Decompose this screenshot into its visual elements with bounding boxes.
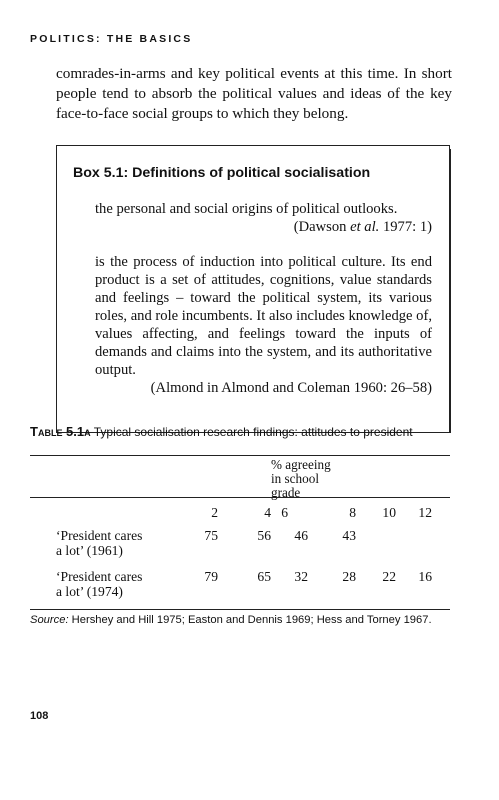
- table-cell: 32: [294, 569, 308, 584]
- source-text: Hershey and Hill 1975; Easton and Dennis 1969; Hess and Torney 1967.: [68, 614, 432, 626]
- table-cell: 22: [382, 569, 396, 584]
- running-head: POLITICS: THE BASICS: [30, 33, 193, 45]
- definition-2: [95, 253, 432, 397]
- table-header-rule: [30, 497, 450, 498]
- table-source: [30, 614, 432, 626]
- definition-1: [95, 200, 432, 236]
- column-header-line-1: % agreeing: [271, 457, 331, 472]
- definition-2-citation: (Almond in Almond and Coleman 1960: 26–58): [150, 380, 432, 396]
- table-cell: 16: [418, 569, 432, 584]
- table-top-rule: [30, 455, 450, 456]
- definition-1-citation: [95, 218, 432, 236]
- citation-1-year: 1977: 1): [379, 219, 432, 235]
- grade-cell: 6: [281, 505, 288, 520]
- page-number: 108: [30, 710, 49, 722]
- column-header: [271, 458, 361, 500]
- row-label: [56, 569, 142, 599]
- definition-1-text: the personal and social origins of political outlooks.: [95, 201, 398, 217]
- row-label-line: a lot’ (1974): [56, 584, 123, 599]
- table-caption: [30, 424, 413, 439]
- table-cell: 75: [204, 528, 218, 543]
- definition-2-text: is the process of induction into political culture. Its end product is a set of attitudes, cognitions, value standards and feelings – toward the political system, its various roles, and role incumbents. It also includes knowledge of, values affecting, and feelings toward the inputs of demands and claims into the system, and its authoritative output.: [95, 254, 432, 378]
- grade-cell: 12: [418, 505, 432, 520]
- table-label: Table 5.1a: [30, 424, 91, 439]
- row-label-line: ‘President cares: [56, 569, 143, 584]
- row-label-line: ‘President cares: [56, 528, 143, 543]
- grade-cell: 10: [382, 505, 396, 520]
- citation-1-authors: (Dawson: [293, 219, 351, 235]
- box-shadow: [449, 149, 451, 433]
- grade-cell: 8: [349, 505, 356, 520]
- column-header-line-3: grade: [271, 485, 301, 500]
- table-cell: 43: [342, 528, 356, 543]
- table-caption-text: Typical socialisation research findings: attitudes to president: [93, 425, 413, 439]
- source-label: Source:: [30, 614, 69, 626]
- table-bottom-rule: [30, 609, 450, 610]
- grade-cell: 4: [264, 505, 271, 520]
- box-title: Box 5.1: Definitions of political socialisation: [73, 165, 371, 181]
- row-label: [56, 528, 142, 558]
- table-cell: 28: [342, 569, 356, 584]
- table-cell: 56: [257, 528, 271, 543]
- intro-paragraph: comrades-in-arms and key political events at this time. In short people tend to absorb the political values and ideas of the key face-to-face social groups to which they belong.: [56, 65, 452, 122]
- table-cell: 46: [294, 528, 308, 543]
- table-cell: 65: [257, 569, 271, 584]
- grade-cell: 2: [211, 505, 218, 520]
- definitions-box: [56, 145, 450, 433]
- table-cell: 79: [204, 569, 218, 584]
- row-label-line: a lot’ (1961): [56, 543, 123, 558]
- column-header-line-2: in school: [271, 471, 319, 486]
- citation-1-et-al: et al.: [350, 219, 380, 235]
